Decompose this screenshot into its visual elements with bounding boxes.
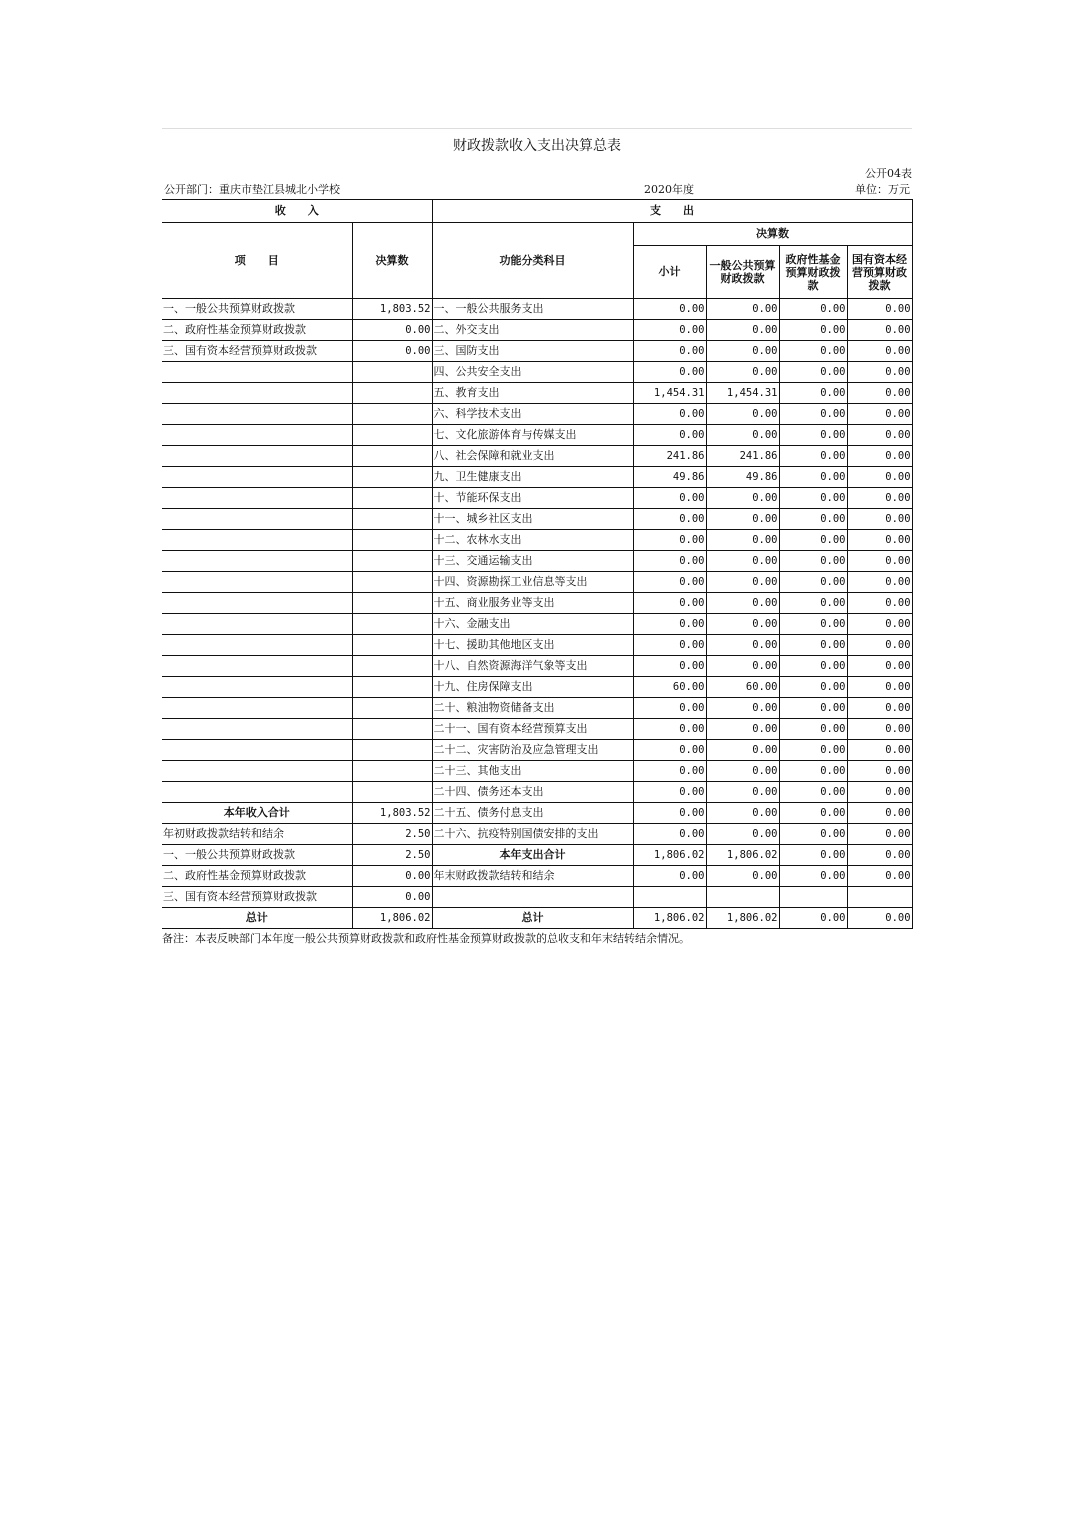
expense-header: 支 出 [432,200,912,223]
subtotal-value: 0.00 [633,698,706,719]
subtotal-value [633,887,706,908]
expense-item: 年末财政拨款结转和结余 [432,866,633,887]
general-value: 0.00 [706,572,779,593]
subtotal-value: 0.00 [633,341,706,362]
income-item [162,446,352,467]
final-header: 决算数 [633,223,912,246]
fund-value: 0.00 [779,488,847,509]
income-item [162,719,352,740]
income-item [162,782,352,803]
income-item [162,677,352,698]
expense-item: 七、文化旅游体育与传媒支出 [432,425,633,446]
func-header: 功能分类科目 [432,223,633,299]
state-value: 0.00 [847,404,912,425]
state-value: 0.00 [847,677,912,698]
income-item [162,698,352,719]
subtotal-value: 0.00 [633,509,706,530]
expense-item: 二十二、灾害防治及应急管理支出 [432,740,633,761]
income-item [162,383,352,404]
table-row [162,404,912,425]
income-amount [352,362,432,383]
subtotal-value: 0.00 [633,488,706,509]
general-value: 0.00 [706,824,779,845]
table-row [162,719,912,740]
department-label: 公开部门：重庆市垫江县城北小学校 [164,183,340,196]
budget-table [162,199,913,929]
general-value: 0.00 [706,488,779,509]
income-amount: 1,803.52 [352,803,432,824]
income-amount [352,593,432,614]
state-value: 0.00 [847,467,912,488]
subtotal-value: 0.00 [633,551,706,572]
fund-value: 0.00 [779,866,847,887]
general-value: 0.00 [706,299,779,320]
table-row [162,803,912,824]
general-value: 0.00 [706,593,779,614]
subtotal-value: 0.00 [633,299,706,320]
income-item [162,740,352,761]
fund-value: 0.00 [779,362,847,383]
expense-item: 三、国防支出 [432,341,633,362]
general-value: 0.00 [706,866,779,887]
income-amount [352,467,432,488]
subtotal-value: 0.00 [633,782,706,803]
subtotal-value: 1,806.02 [633,845,706,866]
income-amount [352,530,432,551]
fund-value: 0.00 [779,908,847,929]
table-row [162,656,912,677]
general-value: 0.00 [706,509,779,530]
report-meta [162,181,912,199]
fund-value: 0.00 [779,383,847,404]
income-item: 总计 [162,908,352,929]
state-value: 0.00 [847,299,912,320]
expense-item: 十二、农林水支出 [432,530,633,551]
table-row [162,299,912,320]
state-value: 0.00 [847,698,912,719]
general-value: 0.00 [706,803,779,824]
subtotal-value: 0.00 [633,866,706,887]
income-amount [352,572,432,593]
income-amount [352,698,432,719]
fund-value: 0.00 [779,425,847,446]
state-value: 0.00 [847,320,912,341]
year-label: 2020年度 [644,183,694,196]
income-amount [352,635,432,656]
fund-value: 0.00 [779,614,847,635]
fund-value: 0.00 [779,803,847,824]
state-value: 0.00 [847,845,912,866]
table-row [162,908,912,929]
income-item [162,488,352,509]
general-value: 49.86 [706,467,779,488]
expense-item: 二、外交支出 [432,320,633,341]
income-amount [352,614,432,635]
state-value: 0.00 [847,341,912,362]
table-row [162,530,912,551]
table-row [162,488,912,509]
expense-item: 二十四、债务还本支出 [432,782,633,803]
subtotal-value: 0.00 [633,719,706,740]
table-row [162,383,912,404]
expense-item: 一、一般公共服务支出 [432,299,633,320]
subtotal-value: 0.00 [633,362,706,383]
income-header: 收 入 [162,200,432,223]
state-value: 0.00 [847,656,912,677]
income-item: 三、国有资本经营预算财政拨款 [162,887,352,908]
state-value: 0.00 [847,740,912,761]
income-amount: 0.00 [352,887,432,908]
expense-item: 二十五、债务付息支出 [432,803,633,824]
income-amount: 0.00 [352,320,432,341]
income-amount [352,425,432,446]
unit-label: 单位：万元 [855,183,910,196]
income-item: 二、政府性基金预算财政拨款 [162,866,352,887]
income-amount [352,782,432,803]
fund-value: 0.00 [779,446,847,467]
state-value: 0.00 [847,908,912,929]
expense-item: 十三、交通运输支出 [432,551,633,572]
state-value: 0.00 [847,509,912,530]
subtotal-value: 0.00 [633,320,706,341]
income-item [162,362,352,383]
state-value: 0.00 [847,383,912,404]
state-value [847,887,912,908]
expense-item: 四、公共安全支出 [432,362,633,383]
income-item: 年初财政拨款结转和结余 [162,824,352,845]
fund-value: 0.00 [779,782,847,803]
table-row [162,572,912,593]
general-value: 60.00 [706,677,779,698]
table-row [162,467,912,488]
income-item [162,572,352,593]
general-value: 1,454.31 [706,383,779,404]
table-row [162,740,912,761]
general-value: 0.00 [706,425,779,446]
state-value: 0.00 [847,551,912,572]
state-value: 0.00 [847,593,912,614]
table-row [162,425,912,446]
expense-item: 本年支出合计 [432,845,633,866]
expense-item: 五、教育支出 [432,383,633,404]
income-item: 二、政府性基金预算财政拨款 [162,320,352,341]
general-value: 0.00 [706,320,779,341]
income-item [162,551,352,572]
income-item [162,761,352,782]
fund-value: 0.00 [779,572,847,593]
general-value: 0.00 [706,614,779,635]
general-value: 0.00 [706,761,779,782]
subtotal-value: 0.00 [633,740,706,761]
subtotal-value: 0.00 [633,656,706,677]
fund-value: 0.00 [779,299,847,320]
table-row [162,362,912,383]
expense-item: 二十六、抗疫特别国债安排的支出 [432,824,633,845]
subtotal-value: 0.00 [633,593,706,614]
state-value: 0.00 [847,446,912,467]
income-amount [352,656,432,677]
expense-item: 十七、援助其他地区支出 [432,635,633,656]
state-value: 0.00 [847,425,912,446]
income-amount: 1,803.52 [352,299,432,320]
general-value: 1,806.02 [706,908,779,929]
income-amount [352,761,432,782]
table-row [162,782,912,803]
state-value: 0.00 [847,782,912,803]
subtotal-value: 0.00 [633,572,706,593]
table-number: 公开04表 [865,167,912,180]
subtotal-header: 小计 [633,246,706,299]
expense-item: 十、节能环保支出 [432,488,633,509]
state-value: 0.00 [847,866,912,887]
general-value: 0.00 [706,656,779,677]
fund-value: 0.00 [779,845,847,866]
general-value: 0.00 [706,698,779,719]
fund-value: 0.00 [779,656,847,677]
amount-header: 决算数 [352,223,432,299]
general-value: 0.00 [706,719,779,740]
income-item [162,530,352,551]
subtotal-value: 49.86 [633,467,706,488]
fund-value: 0.00 [779,467,847,488]
table-row [162,320,912,341]
general-value [706,887,779,908]
table-row [162,593,912,614]
income-item [162,635,352,656]
table-row [162,551,912,572]
income-amount [352,719,432,740]
general-header: 一般公共预算财政拨款 [706,246,779,299]
income-item [162,593,352,614]
fund-value: 0.00 [779,698,847,719]
fund-value: 0.00 [779,635,847,656]
top-rule [162,128,912,129]
footnote: 备注：本表反映部门本年度一般公共预算财政拨款和政府性基金预算财政拨款的总收支和年末结转结余情况。 [162,932,690,945]
table-row [162,341,912,362]
expense-item: 十五、商业服务业等支出 [432,593,633,614]
general-value: 0.00 [706,635,779,656]
income-amount: 2.50 [352,824,432,845]
general-value: 0.00 [706,740,779,761]
fund-value: 0.00 [779,677,847,698]
table-row [162,614,912,635]
general-value: 0.00 [706,530,779,551]
table-row [162,509,912,530]
subtotal-value: 241.86 [633,446,706,467]
income-amount: 1,806.02 [352,908,432,929]
fund-value: 0.00 [779,761,847,782]
item-header: 项 目 [162,223,352,299]
state-value: 0.00 [847,761,912,782]
report-sheet [162,128,912,947]
income-amount [352,677,432,698]
state-value: 0.00 [847,635,912,656]
expense-item: 总计 [432,908,633,929]
fund-header: 政府性基金预算财政拨款 [779,246,847,299]
table-row [162,824,912,845]
subtotal-value: 60.00 [633,677,706,698]
general-value: 0.00 [706,551,779,572]
income-item [162,404,352,425]
expense-item: 十四、资源勘探工业信息等支出 [432,572,633,593]
income-amount [352,488,432,509]
subtotal-value: 1,454.31 [633,383,706,404]
table-row [162,866,912,887]
expense-item: 二十一、国有资本经营预算支出 [432,719,633,740]
fund-value [779,887,847,908]
income-amount: 0.00 [352,866,432,887]
income-amount [352,740,432,761]
table-row [162,761,912,782]
expense-item: 九、卫生健康支出 [432,467,633,488]
expense-item: 六、科学技术支出 [432,404,633,425]
expense-item: 二十、粮油物资储备支出 [432,698,633,719]
fund-value: 0.00 [779,551,847,572]
expense-item: 八、社会保障和就业支出 [432,446,633,467]
income-item [162,509,352,530]
income-amount [352,551,432,572]
table-row [162,845,912,866]
subtotal-value: 0.00 [633,761,706,782]
income-item: 一、一般公共预算财政拨款 [162,845,352,866]
state-header: 国有资本经营预算财政拨款 [847,246,912,299]
state-value: 0.00 [847,572,912,593]
income-amount [352,404,432,425]
subtotal-value: 0.00 [633,635,706,656]
expense-item: 十九、住房保障支出 [432,677,633,698]
income-amount: 0.00 [352,341,432,362]
income-item: 一、一般公共预算财政拨款 [162,299,352,320]
fund-value: 0.00 [779,404,847,425]
income-amount [352,509,432,530]
income-item [162,467,352,488]
income-amount [352,446,432,467]
report-title: 财政拨款收入支出决算总表 [453,138,621,154]
subtotal-value: 0.00 [633,803,706,824]
fund-value: 0.00 [779,530,847,551]
fund-value: 0.00 [779,593,847,614]
expense-item: 十六、金融支出 [432,614,633,635]
table-row [162,677,912,698]
general-value: 1,806.02 [706,845,779,866]
income-item [162,425,352,446]
state-value: 0.00 [847,614,912,635]
fund-value: 0.00 [779,719,847,740]
income-item: 三、国有资本经营预算财政拨款 [162,341,352,362]
fund-value: 0.00 [779,509,847,530]
table-row [162,887,912,908]
fund-value: 0.00 [779,740,847,761]
table-row [162,698,912,719]
fund-value: 0.00 [779,320,847,341]
state-value: 0.00 [847,803,912,824]
income-item: 本年收入合计 [162,803,352,824]
general-value: 0.00 [706,404,779,425]
expense-item [432,887,633,908]
state-value: 0.00 [847,488,912,509]
subtotal-value: 0.00 [633,530,706,551]
general-value: 0.00 [706,362,779,383]
fund-value: 0.00 [779,341,847,362]
state-value: 0.00 [847,362,912,383]
income-amount: 2.50 [352,845,432,866]
table-row [162,635,912,656]
income-item [162,656,352,677]
table-body [162,299,912,929]
general-value: 241.86 [706,446,779,467]
general-value: 0.00 [706,341,779,362]
fund-value: 0.00 [779,824,847,845]
income-amount [352,383,432,404]
general-value: 0.00 [706,782,779,803]
state-value: 0.00 [847,719,912,740]
expense-item: 二十三、其他支出 [432,761,633,782]
state-value: 0.00 [847,824,912,845]
state-value: 0.00 [847,530,912,551]
subtotal-value: 0.00 [633,614,706,635]
subtotal-value: 1,806.02 [633,908,706,929]
subtotal-value: 0.00 [633,425,706,446]
income-item [162,614,352,635]
subtotal-value: 0.00 [633,824,706,845]
expense-item: 十八、自然资源海洋气象等支出 [432,656,633,677]
expense-item: 十一、城乡社区支出 [432,509,633,530]
subtotal-value: 0.00 [633,404,706,425]
table-row [162,446,912,467]
